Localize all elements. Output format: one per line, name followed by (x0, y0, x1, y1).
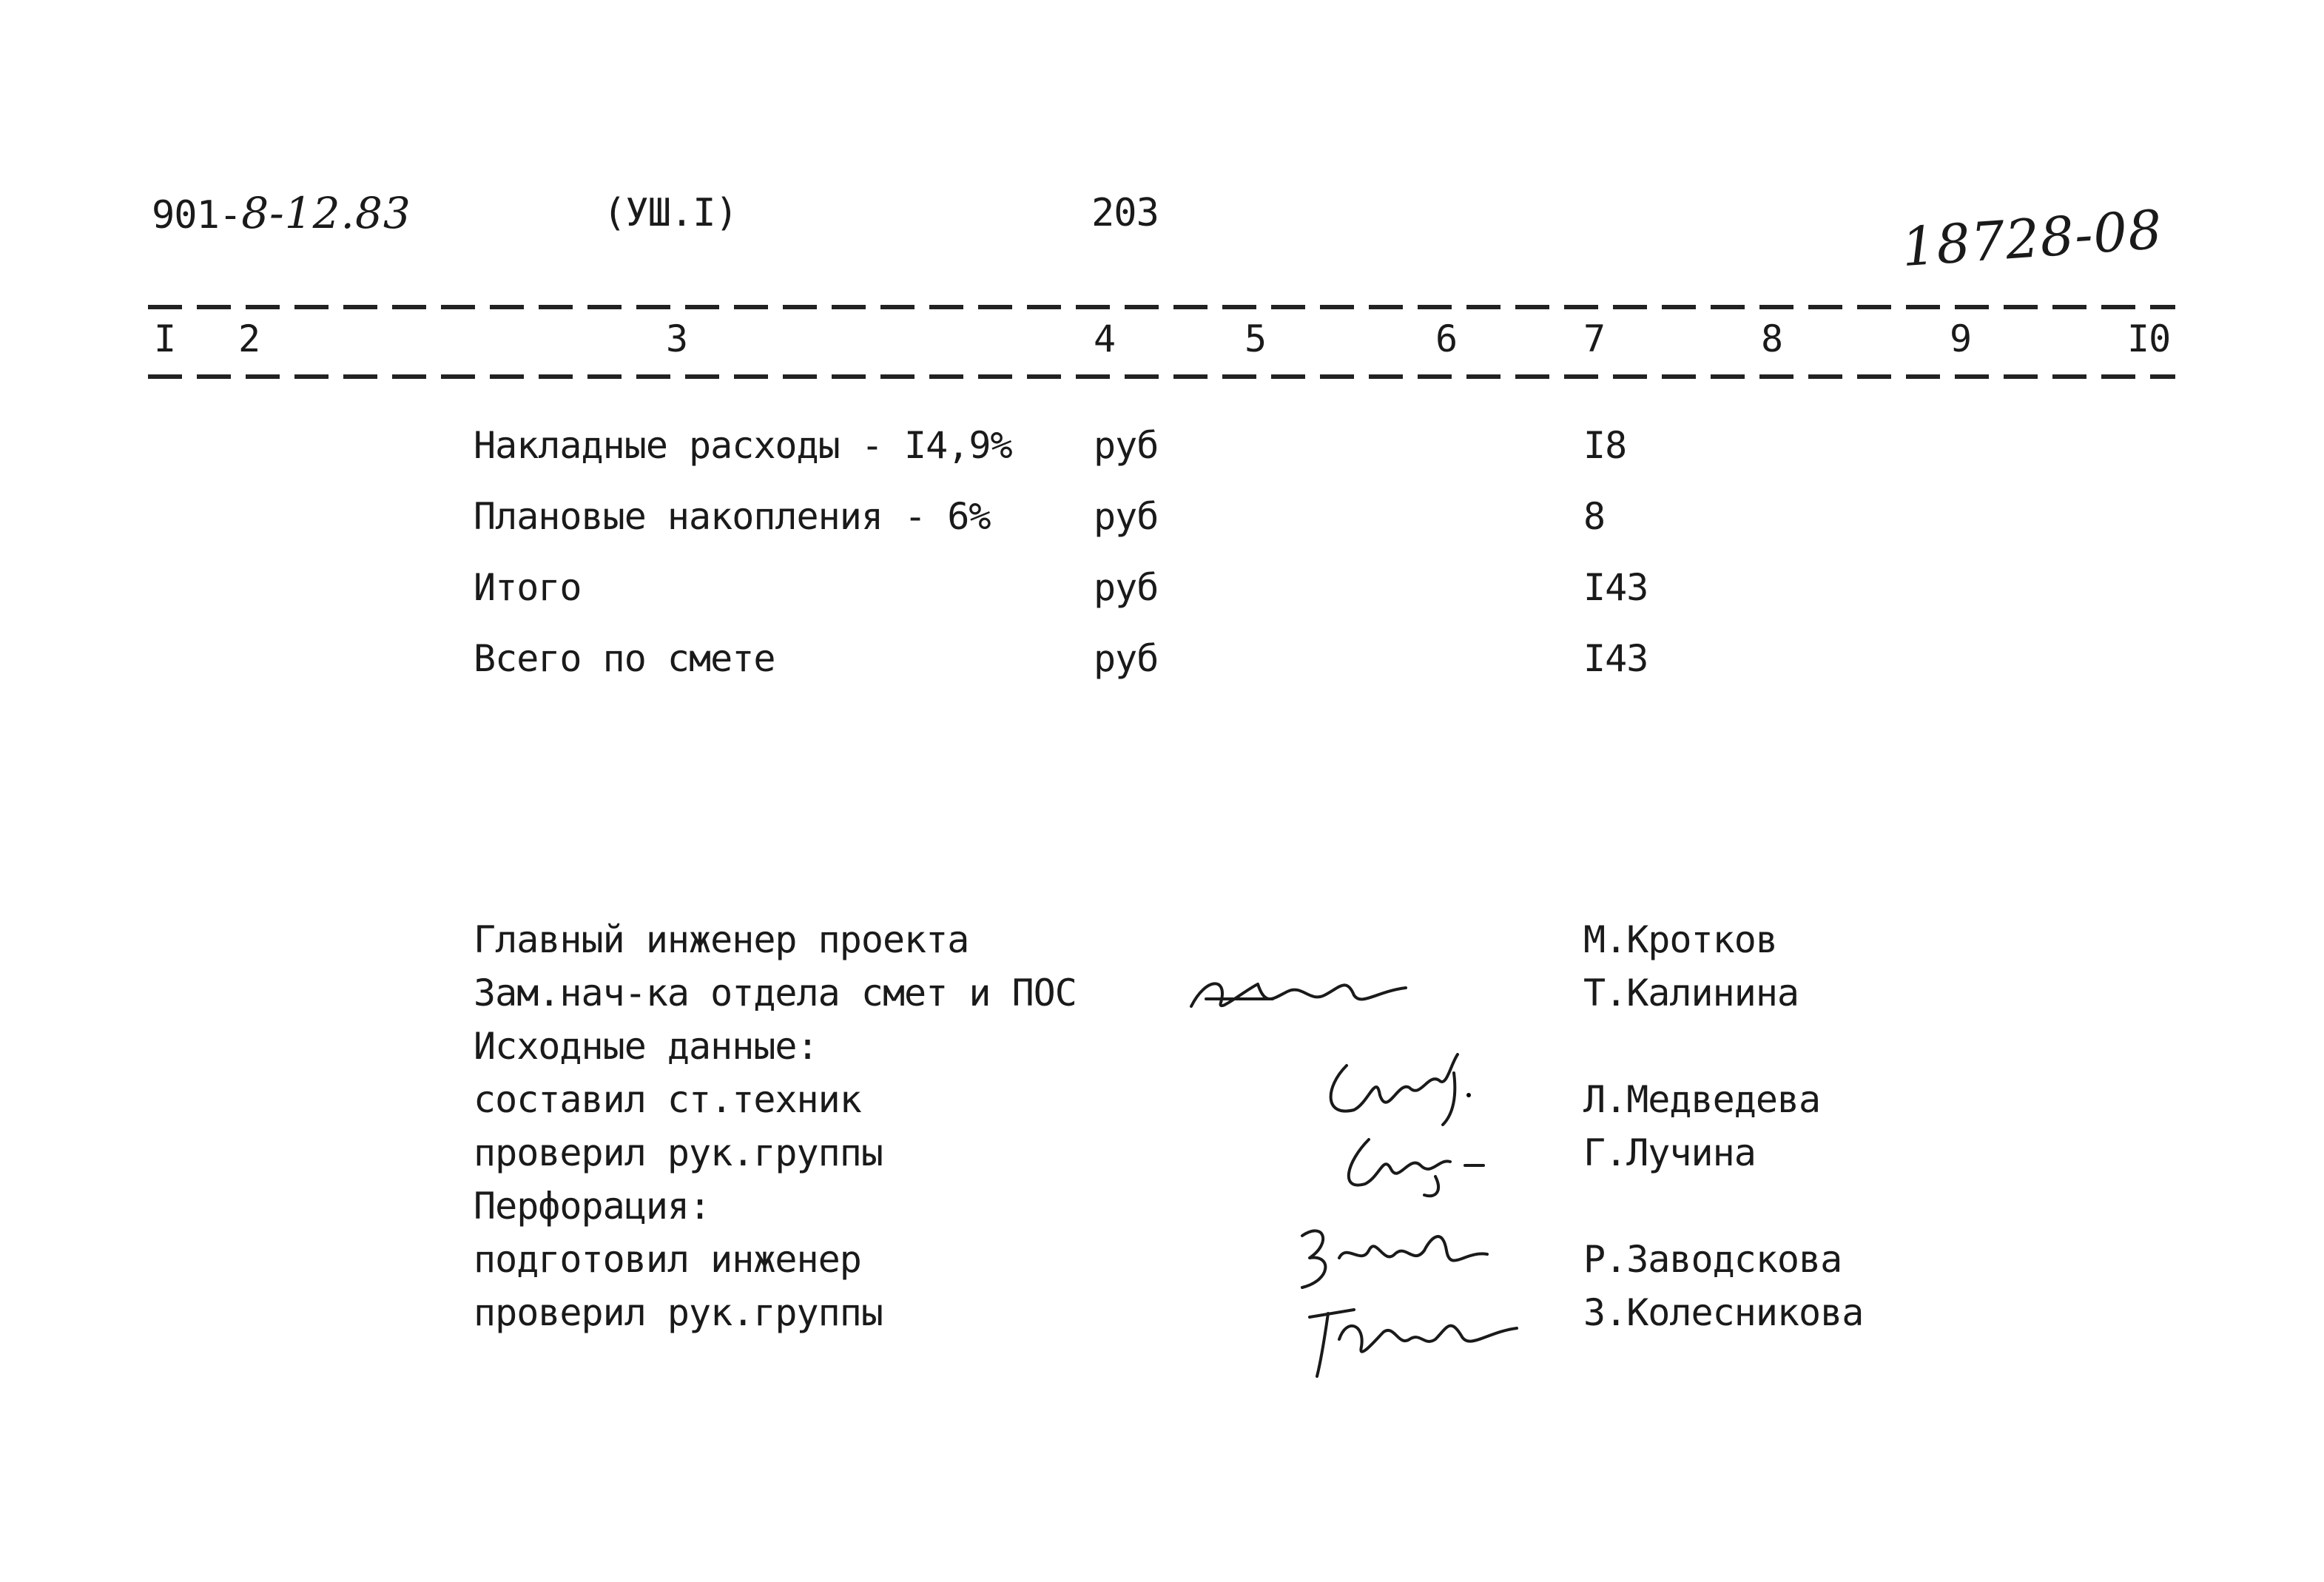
signatory-name: З.Колесникова (1583, 1291, 1864, 1334)
album-reference: (УШ.I) (603, 191, 738, 235)
signatory-name: Г.Лучина (1583, 1131, 1756, 1174)
column-header-2: 2 (238, 317, 260, 360)
column-header-3: 3 (666, 317, 688, 360)
page-number: 203 (1091, 191, 1159, 235)
signatory-name: Л.Медведева (1583, 1078, 1821, 1121)
signature-zavodskova (1287, 1214, 1509, 1295)
signature-kolesnikova (1295, 1288, 1532, 1384)
row-unit: руб (1094, 495, 1159, 538)
header-divider-top (148, 305, 2175, 309)
column-header-7: 7 (1583, 317, 1606, 360)
column-header-10: I0 (2127, 317, 2171, 360)
row-unit: руб (1094, 424, 1159, 467)
document-code-printed: 901- (152, 193, 242, 238)
signature-luchina (1332, 1125, 1495, 1199)
row-name: Плановые накопления - 6% (474, 495, 991, 538)
row-value: I43 (1583, 637, 1648, 680)
document-code-handwritten: 8-12.83 (241, 188, 411, 238)
column-header-4: 4 (1094, 317, 1116, 360)
signatory-role: Главный инженер проекта (474, 918, 969, 961)
signatory-name: Т.Калинина (1583, 972, 1799, 1014)
row-value: 8 (1583, 495, 1606, 538)
document-code (152, 188, 411, 238)
signature-kalinina (1184, 962, 1428, 1021)
column-header-1: I (154, 317, 176, 360)
row-unit: руб (1094, 637, 1159, 680)
signatory-role: проверил рук.группы (474, 1291, 883, 1334)
column-header-9: 9 (1950, 317, 1972, 360)
column-header-5: 5 (1244, 317, 1267, 360)
signatory-role: Зам.нач-ка отдела смет и ПОС (474, 972, 1077, 1014)
signatory-role: составил ст.техник (474, 1078, 861, 1121)
signatory-name: Р.Заводскова (1583, 1238, 1842, 1281)
row-value: I8 (1583, 424, 1627, 467)
archive-number: 18728-08 (1899, 198, 2165, 279)
header-divider-bottom (148, 374, 2175, 379)
section-label-perforation: Перфорация: (474, 1185, 711, 1228)
signature-medvedeva (1317, 1043, 1480, 1132)
row-unit: руб (1094, 566, 1159, 609)
signatory-role: проверил рук.группы (474, 1131, 883, 1174)
column-header-8: 8 (1761, 317, 1783, 360)
row-value: I43 (1583, 566, 1648, 609)
signatory-name: М.Кротков (1583, 918, 1777, 961)
row-name: Итого (474, 566, 582, 609)
section-label-source-data: Исходные данные: (474, 1025, 818, 1068)
column-header-6: 6 (1435, 317, 1458, 360)
row-name: Всего по смете (474, 637, 775, 680)
signatory-role: подготовил инженер (474, 1238, 861, 1281)
row-name: Накладные расходы - I4,9% (474, 424, 1012, 467)
